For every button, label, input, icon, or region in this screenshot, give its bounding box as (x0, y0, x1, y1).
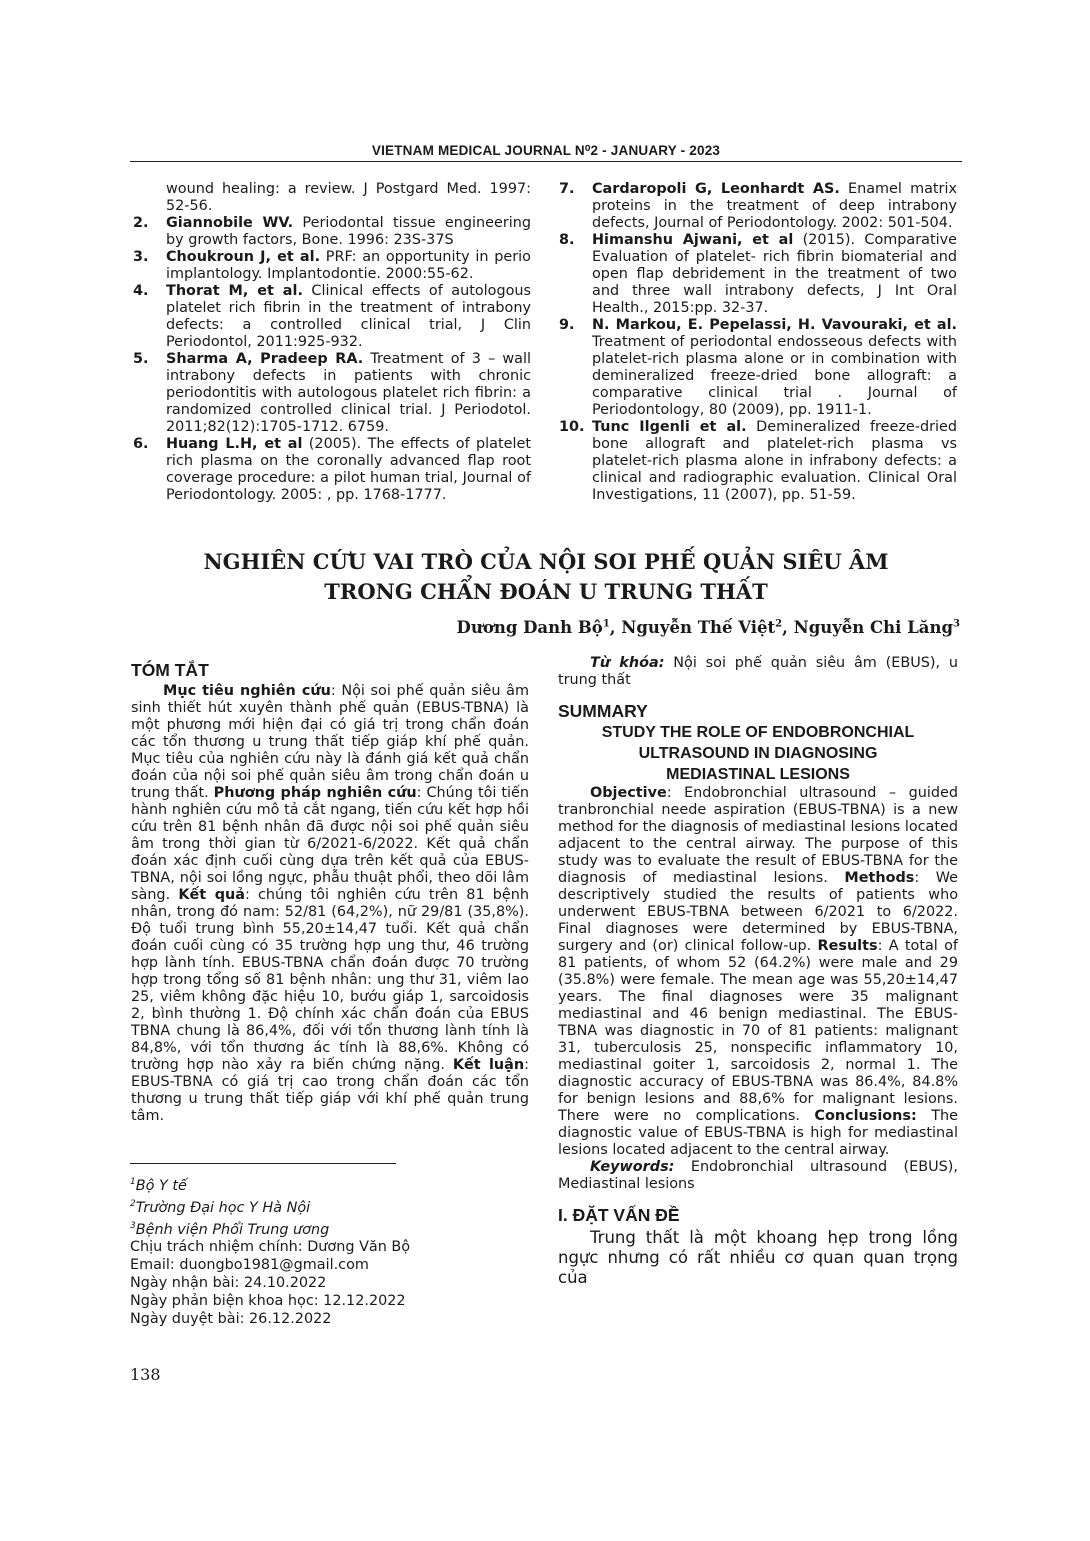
affiliation-text: Bệnh viện Phổi Trung ương (135, 1221, 330, 1238)
reference-text: Enamel matrix proteins in the treatment of deep intrabony defects, Journal of Periodontology. 2002: 501-504. (592, 181, 957, 231)
reference-authors: N. Markou, E. Pepelassi, H. Vavouraki, et al. (592, 317, 957, 333)
footnote-line: Ngày nhận bài: 24.10.2022 (130, 1275, 327, 1292)
references-right-column (559, 181, 957, 504)
reference-number: 6. (133, 436, 149, 452)
right-body-column (558, 655, 958, 1288)
page-number: 138 (130, 1365, 161, 1384)
footnote-rule (130, 1163, 396, 1164)
footnotes (130, 1173, 510, 1328)
reference-authors: Thorat M, et al. (166, 283, 303, 299)
reference-authors: Sharma A, Pradeep RA. (166, 351, 364, 367)
reference-text: Clinical effects of autologous platelet rich fibrin in the treatment of intrabony defects: a controlled clinical trial, J Clin Periodontol, 2011:925-932. (166, 283, 532, 350)
reference-text: Treatment of periodontal endosseous defects with platelet-rich plasma alone or in combination with demineralized freeze-dried bone allograft: a comparative clinical trial . Journal of Periodontology, 80 (2009), pp. 1911-1. (592, 334, 957, 418)
summary-title-line: MEDIASTINAL LESIONS (666, 766, 850, 783)
footnote-line: Chịu trách nhiệm chính: Dương Văn Bộ (130, 1239, 411, 1256)
affiliation-mark: 2 (130, 1198, 136, 1209)
tukhoa-keywords (558, 655, 958, 689)
affiliation-text: Trường Đại học Y Hà Nội (135, 1199, 311, 1216)
reference-item (133, 249, 531, 283)
article-title (130, 547, 962, 607)
keywords-label: Keywords: (590, 1159, 675, 1175)
reference-text: (2005). The effects of platelet rich plasma on the coronally advanced flap root coverage procedure: a pilot human trial, Journal of Periodontology. 2005: , pp. 1768-1777. (166, 436, 531, 503)
author-name: Dương Danh Bộ (456, 618, 603, 637)
reference-number: 9. (559, 317, 575, 333)
keywords-text: Endobronchial ultrasound (EBUS), Mediastinal lesions (558, 1159, 958, 1192)
author-separator: , (609, 618, 622, 637)
reference-text: PRF: an opportunity in perio implantology. Implantodontie. 2000:55-62. (166, 249, 531, 282)
reference-text: Treatment of 3 – wall intrabony defects in patients with chronic periodontitis with autologous platelet rich fibrin: a randomized controlled clinical trial. J Periodotol. 2011;82(12):1705-1712. 6759. (166, 351, 531, 435)
references-left-column (133, 181, 531, 504)
footnote-line: Ngày duyệt bài: 26.12.2022 (130, 1311, 332, 1328)
bold-label: Phương pháp nghiên cứu (213, 785, 417, 801)
summary-abstract (558, 785, 958, 1159)
intro-heading: I. ĐẶT VẤN ĐỀ (558, 1205, 680, 1225)
summary-title-line: ULTRASOUND IN DIAGNOSING (638, 745, 878, 762)
reference-item (559, 181, 957, 232)
reference-authors: Choukroun J, et al. (166, 249, 321, 265)
reference-item (133, 215, 531, 249)
tomtat-abstract (131, 683, 529, 1125)
reference-number: 4. (133, 283, 149, 299)
abstract-text: : We descriptively studied the results of patients who underwent EBUS-TBNA between 6/2021 to 6/2022. Final diagnoses were determined by EBUS-TBNA, surgery and (or) clinical follow-up. (558, 870, 958, 954)
abstract-text: : chúng tôi nghiên cứu trên 81 bệnh nhân, trong đó nam: 52/81 (64,2%), nữ 29/81 (35,8%). Độ tuổi trung bình 55,20±14,47 tuổi. Kết quả chẩn đoán cuối cùng có 35 trường hợp ung thư, 46 trường hợp lành tính. EBUS-TBNA chẩn đoán được 70 trường hợp trong tổng số 81 bệnh nhân: ung thư 31, viêm lao 25, viêm không đặc hiệu 10, bướu giáp 1, sarcoidosis 2, bình thường 1. Độ chính xác chẩn đoán của EBUS TBNA chung là 86,4%, đối với tổn thương lành tính là 84,8%, với tổn thương ác tính là 88,6%. Không có trường hợp nào xảy ra biến chứng nặng. (131, 887, 529, 1073)
reference-item (133, 436, 531, 504)
reference-number: 5. (133, 351, 149, 367)
bold-label: Results (817, 938, 878, 954)
author-separator: , (782, 618, 794, 637)
affiliation-footnote (130, 1173, 510, 1195)
author-affiliation-mark: 1 (602, 618, 610, 630)
bold-label: Objective (590, 785, 667, 801)
summary-title-line: STUDY THE ROLE OF ENDOBRONCHIAL (601, 724, 915, 741)
reference-item (133, 351, 531, 436)
reference-item (133, 181, 531, 215)
reference-text: wound healing: a review. J Postgard Med. 1997: 52-56. (166, 181, 531, 214)
author-affiliation-mark: 2 (775, 618, 783, 630)
affiliation-mark: 1 (130, 1177, 136, 1187)
bold-label: Mục tiêu nghiên cứu (163, 683, 331, 699)
abstract-text: : Nội soi phế quản siêu âm sinh thiết hút xuyên thành phế quản (EBUS-TBNA) là một phương mới hiện đại có giá trị trong chẩn đoán các tổn thương u trung thất tiếp giáp khí phế quản. Mục tiêu của nghiên cứu này là đánh giá kết quả chẩn đoán của nội soi phế quản siêu âm trong chẩn đoán u trung thất. (131, 683, 529, 801)
affiliation-mark: 3 (130, 1220, 136, 1231)
reference-item (559, 317, 957, 419)
affiliation-footnote (130, 1195, 510, 1217)
author-list (457, 618, 960, 637)
tomtat-heading: TÓM TẮT (131, 660, 209, 680)
affiliation-footnote (130, 1217, 510, 1239)
bold-label: Conclusions: (814, 1108, 917, 1124)
abstract-text: : Chúng tôi tiến hành nghiên cứu mô tả cắt ngang, tiến cứu kết hợp hồi cứu trên 81 bệnh nhân đã được nội soi phế quản siêu âm trong thời gian từ 6/2021-6/2022. Kết quả chẩn đoán xác định cuối cùng dựa trên kết quả của EBUS-TBNA, nội soi lồng ngực, phẫu thuật phổi, theo dõi lâm sàng. (131, 785, 529, 903)
abstract-text: : EBUS-TBNA có giá trị cao trong chẩn đoán các tổn thương u trung thất tiếp giáp với khí phế quản trung tâm. (131, 1057, 529, 1124)
abstract-text: : Endobronchial ultrasound – guided tranbronchial neede aspiration (EBUS-TBNA) is a new method for the diagnosis of mediastinal lesions located adjacent to the central airway. The purpose of this study was to evaluate the result of EBUS-TBNA for the diagnosis of mediastinal lesions. (558, 785, 958, 886)
reference-text: Periodontal tissue engineering by growth factors, Bone. 1996: 23S-37S (166, 215, 531, 248)
bold-label: Methods (844, 870, 915, 886)
bold-label: Kết quả (178, 887, 245, 903)
summary-heading: SUMMARY (558, 701, 648, 721)
header-rule (130, 161, 962, 162)
tukhoa-label: Từ khóa: (590, 655, 665, 671)
reference-item (559, 419, 957, 504)
reference-number: 2. (133, 215, 149, 231)
reference-authors: Himanshu Ajwani, et al (592, 232, 794, 248)
reference-number: 3. (133, 249, 149, 265)
reference-authors: Huang L.H, et al (166, 436, 303, 452)
reference-item (133, 283, 531, 351)
reference-authors: Tunc Ilgenli et al. (592, 419, 747, 435)
reference-authors: Giannobile WV. (166, 215, 294, 231)
tukhoa-text: Nội soi phế quản siêu âm (EBUS), u trung thất (558, 655, 958, 688)
reference-number: 7. (559, 181, 575, 197)
affiliation-text: Bộ Y tế (135, 1177, 187, 1194)
reference-text: (2015). Comparative Evaluation of platelet- rich fibrin biomaterial and open flap debridement in the treatment of two and three wall intrabony defects, J Int Oral Health., 2015:pp. 32-37. (592, 232, 957, 316)
running-header: VIETNAM MEDICAL JOURNAL N⁰2 - JANUARY - 2023 (371, 143, 721, 158)
summary-title (558, 723, 958, 784)
author-name: Nguyễn Thế Việt (621, 618, 776, 637)
article-title-line-2: TRONG CHẨN ĐOÁN U TRUNG THẤT (324, 579, 768, 604)
abstract-text: : A total of 81 patients, of whom 52 (64.2%) were male and 29 (35.8%) were female. The mean age was 55,20±14,47 years. The final diagnoses were 35 malignant mediastinal and 46 benign mediastinal. The EBUS-TBNA was diagnostic in 70 of 81 patients: malignant 31, tuberculosis 25, nonspecific inflammatory 10, mediastinal goiter 1, sarcoidosis 2, normal 1. The diagnostic accuracy of EBUS-TBNA was 86.4%, 84.8% for benign lesions and 88,6% for malignant lesions. There were no complications. (558, 938, 958, 1124)
reference-authors: Cardaropoli G, Leonhardt AS. (592, 181, 840, 197)
bold-label: Kết luận (452, 1057, 525, 1073)
abstract-text: The diagnostic value of EBUS-TBNA is high for mediastinal lesions located adjacent to the central airway. (558, 1108, 958, 1158)
intro-paragraph: Trung thất là một khoang hẹp trong lồng ngực nhưng có rất nhiều cơ quan quan trọng của (558, 1228, 958, 1287)
author-name: Nguyễn Chi Lăng (793, 618, 954, 637)
summary-keywords (558, 1159, 958, 1193)
article-title-line-1: NGHIÊN CỨU VAI TRÒ CỦA NỘI SOI PHẾ QUẢN SIÊU ÂM (203, 549, 889, 574)
reference-number: 8. (559, 232, 575, 248)
left-body-column (131, 660, 529, 1125)
reference-item (559, 232, 957, 317)
footnote-line: Ngày phản biện khoa học: 12.12.2022 (130, 1293, 406, 1310)
reference-text: Demineralized freeze-dried bone allograft and platelet-rich plasma vs platelet-rich plasma alone in infrabony defects: a clinical and radiographic evaluation. Clinical Oral Investigations, 11 (2007), pp. 51-59. (592, 419, 957, 503)
footnote-line: Email: duongbo1981@gmail.com (130, 1257, 369, 1274)
reference-number: 10. (559, 419, 585, 435)
author-affiliation-mark: 3 (953, 618, 960, 630)
